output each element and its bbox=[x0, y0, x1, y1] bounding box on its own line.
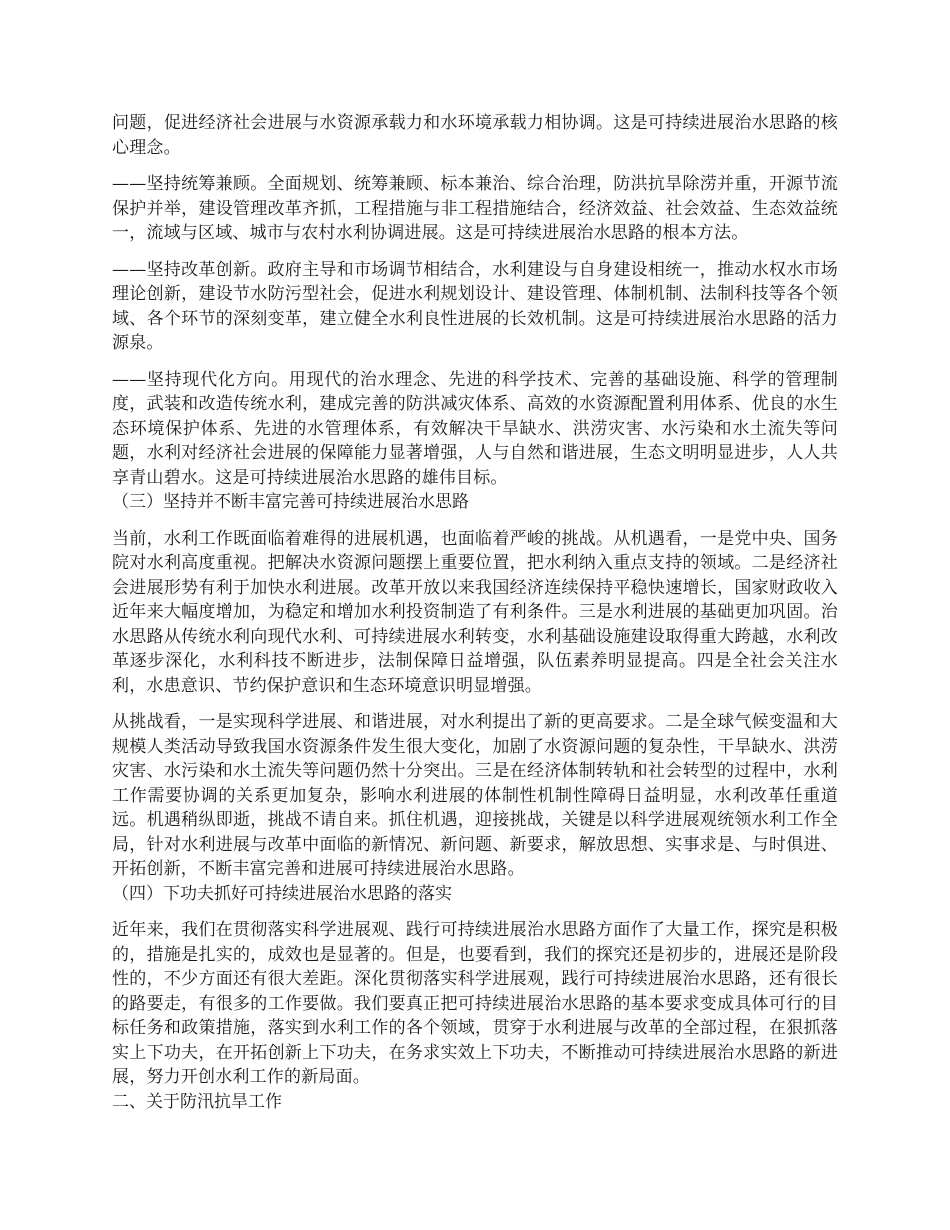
document-page bbox=[112, 111, 838, 1114]
chapter-heading-2: 二、关于防汛抗旱工作 bbox=[112, 1091, 282, 1112]
paragraph-4: ——坚持现代化方向。用现代的治水理念、先进的科学技术、完善的基础设施、科学的管理制度，武装和改造传统水利，建成完善的防洪减灾体系、高效的水资源配置利用体系、优良的水生态环境保护体系、先进的水管理体系，有效解决干旱缺水、洪涝灾害、水污染和水土流失等问题，水利对经济社会进展的保障能力显著增强，人与自然和谐进展，生态文明明显进步，人人共享青山碧水。这是可持续进展治水思路的雄伟目标。 bbox=[112, 369, 838, 488]
section-heading-4: （四）下功夫抓好可持续进展治水思路的落实 bbox=[112, 883, 452, 904]
paragraph-5: 当前，水利工作既面临着难得的进展机遇，也面临着严峻的挑战。从机遇看，一是党中央、国务院对水利高度重视。把解决水资源问题摆上重要位置，把水利纳入重点支持的领域。二是经济社会进展形势有利于加快水利进展。改革开放以来我国经济连续保持平稳快速增长，国家财政收入近年来大幅度增加，为稳定和增加水利投资制造了有利条件。三是水利进展的基础更加巩固。治水思路从传统水利向现代水利、可持续进展水利转变，水利基础设施建设取得重大跨越，水利改革逐步深化，水利科技不断进步，法制保障日益增强，队伍素养明显提高。四是全社会关注水利，水患意识、节约保护意识和生态环境意识明显增强。 bbox=[112, 528, 838, 696]
paragraph-2: ——坚持统筹兼顾。全面规划、统筹兼顾、标本兼治、综合治理，防洪抗旱除涝并重，开源节流保护并举，建设管理改革齐抓，工程措施与非工程措施结合，经济效益、社会效益、生态效益统一，流域与区域、城市与农村水利协调进展。这是可持续进展治水思路的根本方法。 bbox=[112, 174, 838, 243]
paragraph-6: 从挑战看，一是实现科学进展、和谐进展，对水利提出了新的更高要求。二是全球气候变温和大规模人类活动导致我国水资源条件发生很大变化，加剧了水资源问题的复杂性，干旱缺水、洪涝灾害、水污染和水土流失等问题仍然十分突出。三是在经济体制转轨和社会转型的过程中，水利工作需要协调的关系更加复杂，影响水利进展的体制性机制性障碍日益明显，水利改革任重道远。机遇稍纵即逝，挑战不请自来。抓住机遇，迎接挑战，关键是以科学进展观统领水利工作全局，针对水利进展与改革中面临的新情况、新问题、新要求，解放思想、实事求是、与时俱进、开拓创新，不断丰富完善和进展可持续进展治水思路。 bbox=[112, 712, 838, 879]
section-heading-3: （三）坚持并不断丰富完善可持续进展治水思路 bbox=[112, 492, 469, 512]
paragraph-7: 近年来，我们在贯彻落实科学进展观、践行可持续进展治水思路方面作了大量工作，探究是积极的，措施是扎实的，成效也是显著的。但是，也要看到，我们的探究还是初步的，进展还是阶段性的，不少方面还有很大差距。深化贯彻落实科学进展观，践行可持续进展治水思路，还有很长的路要走，有很多的工作要做。我们要真正把可持续进展治水思路的基本要求变成具体可行的目标任务和政策措施，落实到水利工作的各个领域，贯穿于水利进展与改革的全部过程，在狠抓落实上下功夫，在开拓创新上下功夫，在务求实效上下功夫，不断推动可持续进展治水思路的新进展，努力开创水利工作的新局面。 bbox=[112, 920, 838, 1087]
paragraph-1: 问题，促进经济社会进展与水资源承载力和水环境承载力相协调。这是可持续进展治水思路的核心理念。 bbox=[112, 113, 838, 158]
paragraph-3: ——坚持改革创新。政府主导和市场调节相结合，水利建设与自身建设相统一，推动水权水市场理论创新，建设节水防污型社会，促进水利规划设计、建设管理、体制机制、法制科技等各个领域、各个环节的深刻变革，建立健全水利良性进展的长效机制。这是可持续进展治水思路的活力源泉。 bbox=[112, 259, 838, 353]
